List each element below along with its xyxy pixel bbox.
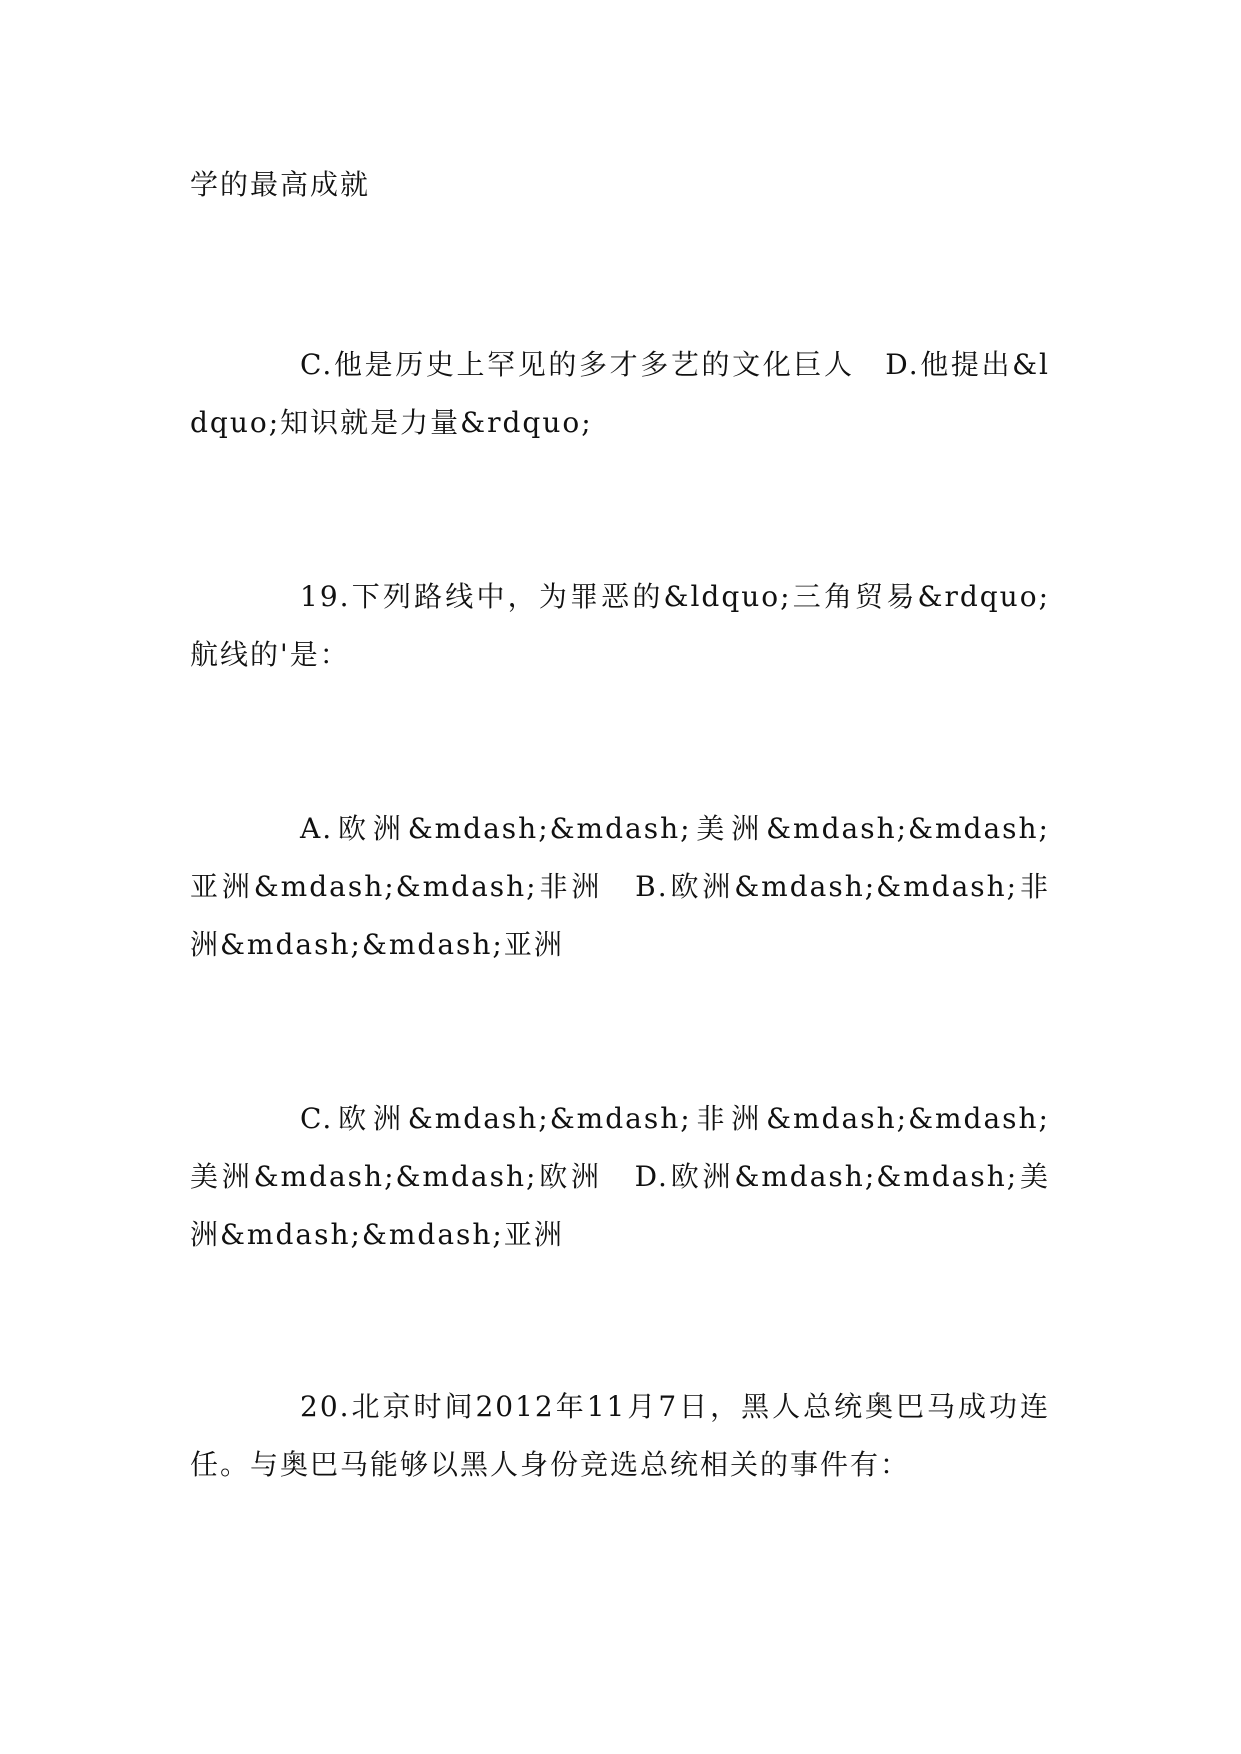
question-19: 19.下列路线中，为罪恶的&ldquo;三角贸易&rdquo;航线的'是： — [190, 580, 1050, 671]
question-20: 20.北京时间2012年11月7日，黑人总统奥巴马成功连任。与奥巴马能够以黑人身份竞选总统相关的事件有： — [190, 1390, 1050, 1481]
question-19-options-ab: A.欧洲&mdash;&mdash;美洲&mdash;&mdash;亚洲&mdash;&mdash;非洲 B.欧洲&mdash;&mdash;非洲&mdash;&mdash;亚洲 — [190, 812, 1050, 961]
question-19-options-cd: C.欧洲&mdash;&mdash;非洲&mdash;&mdash;美洲&mdash;&mdash;欧洲 D.欧洲&mdash;&mdash;美洲&mdash;&mdash;亚洲 — [190, 1102, 1050, 1251]
paragraph-continuation: 学的最高成就 — [190, 168, 371, 201]
option-cd-line: C.他是历史上罕见的多才多艺的文化巨人 D.他提出&ldquo;知识就是力量&rdquo; — [190, 348, 1050, 439]
